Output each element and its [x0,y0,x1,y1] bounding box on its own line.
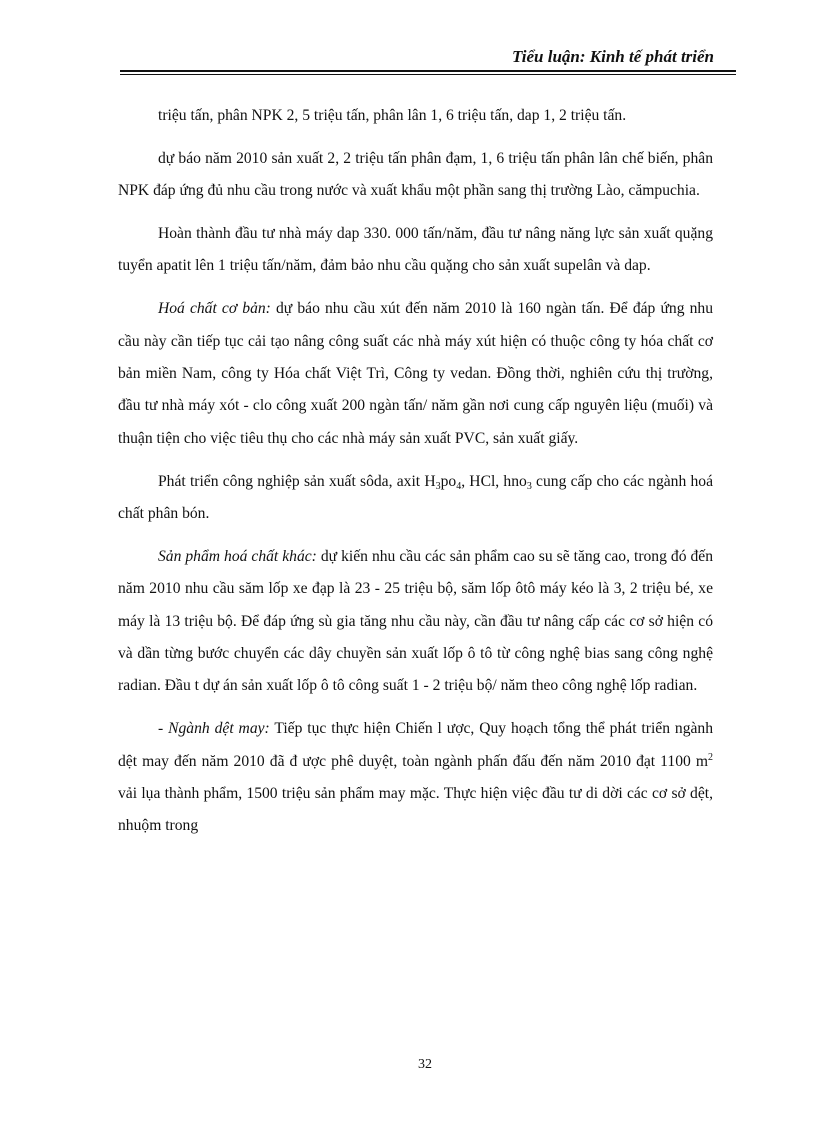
paragraph-5-part-b: po [440,472,457,490]
paragraph-7 [118,713,713,843]
paragraph-7-part-a: Tiếp tục thực hiện Chiến l ược, Quy hoạch tổng thể phát triển ngành dệt may đến năm 2010 đã đ ược phê duyệt, toàn ngành phấn đấu đến năm 2010 đạt 1100 m [118,720,714,770]
superscript-2: 2 [708,751,713,763]
paragraph-5-part-a: Phát triển công nghiệp sản xuất sôda, axit H [158,472,436,490]
paragraph-6 [118,541,713,703]
paragraph-4-body: dự báo nhu cầu xút đến năm 2010 là 160 ngàn tấn. Để đáp ứng nhu cầu này cần tiếp tục cải tạo nâng công suất các nhà máy xút hiện có thuộc công ty hóa chất cơ bản miền Nam, công ty Hóa chất Việt Trì, Công ty vedan. Đồng thời, nghiên cứu thị trường, đầu tư nhà máy xót - clo công xuất 200 ngàn tấn/ năm gần nơi cung cấp nguyên liệu (muối) và thuận tiện cho việc tiêu thụ cho các nhà máy sản xuất PVC, sản xuất giấy. [118,300,713,447]
paragraph-7-part-b: vải lụa thành phẩm, 1500 triệu sản phẩm may mặc. Thực hiện việc đầu tư di dời các cơ sở dệt, nhuộm trong [118,785,713,835]
page-header [120,46,736,75]
paragraph-6-body: dự kiến nhu cầu các sản phẩm cao su sẽ tăng cao, trong đó đến năm 2010 nhu cầu săm lốp xe đạp là 23 - 25 triệu bộ, săm lốp ôtô máy kéo là 3, 2 triệu bé, xe máy là 13 triệu bộ. Để đáp ứng sù gia tăng nhu cầu này, cần đầu tư nâng cấp các cơ sở hiện có và dần từng bước chuyển các dây chuyền sản xuất lốp ô tô từ công nghệ bias sang công nghệ radian. Đầu t dự án sản xuất lốp ô tô công suất 1 - 2 triệu bộ/ năm theo công nghệ lốp radian. [118,547,713,695]
subscript-3b: 3 [526,480,532,492]
paragraph-3: Hoàn thành đầu tư nhà máy dap 330. 000 tấn/năm, đầu tư nâng năng lực sản xuất quặng tuyển apatit lên 1 triệu tấn/năm, đảm bảo nhu cầu quặng cho sản xuất supelân và dap. [118,225,713,275]
paragraph-1: triệu tấn, phân NPK 2, 5 triệu tấn, phân lân 1, 6 triệu tấn, dap 1, 2 triệu tấn. [158,107,627,124]
paragraph-5-part-c: , HCl, hno [461,472,527,490]
header-rule-thick [120,70,736,72]
page-number: 32 [418,1057,432,1072]
header-title: Tiểu luận: Kinh tế phát triển [512,47,714,66]
subscript-4: 4 [456,480,462,492]
paragraph-5-part-d: cung cấp cho các ngành hoá chất phân bón. [118,472,714,523]
paragraph-2: dự báo năm 2010 sản xuất 2, 2 triệu tấn phân đạm, 1, 6 triệu tấn phân lân chế biến, phân NPK đáp ứng đủ nhu cầu trong nước và xuất khẩu một phần sang thị trường Lào, cămpuchia. [118,149,713,200]
paragraph-4-lead: Hoá chất cơ bản: [158,300,271,318]
paragraph-4 [118,293,713,455]
header-rule-thin [120,74,736,75]
paragraph-7-lead: Ngành dệt may: [168,720,270,738]
paragraph-7-dash: - [158,720,169,738]
subscript-3: 3 [435,480,441,492]
paragraph-5 [118,466,713,531]
body-text [118,100,713,853]
paragraph-6-lead: Sản phẩm hoá chất khác: [158,547,317,565]
